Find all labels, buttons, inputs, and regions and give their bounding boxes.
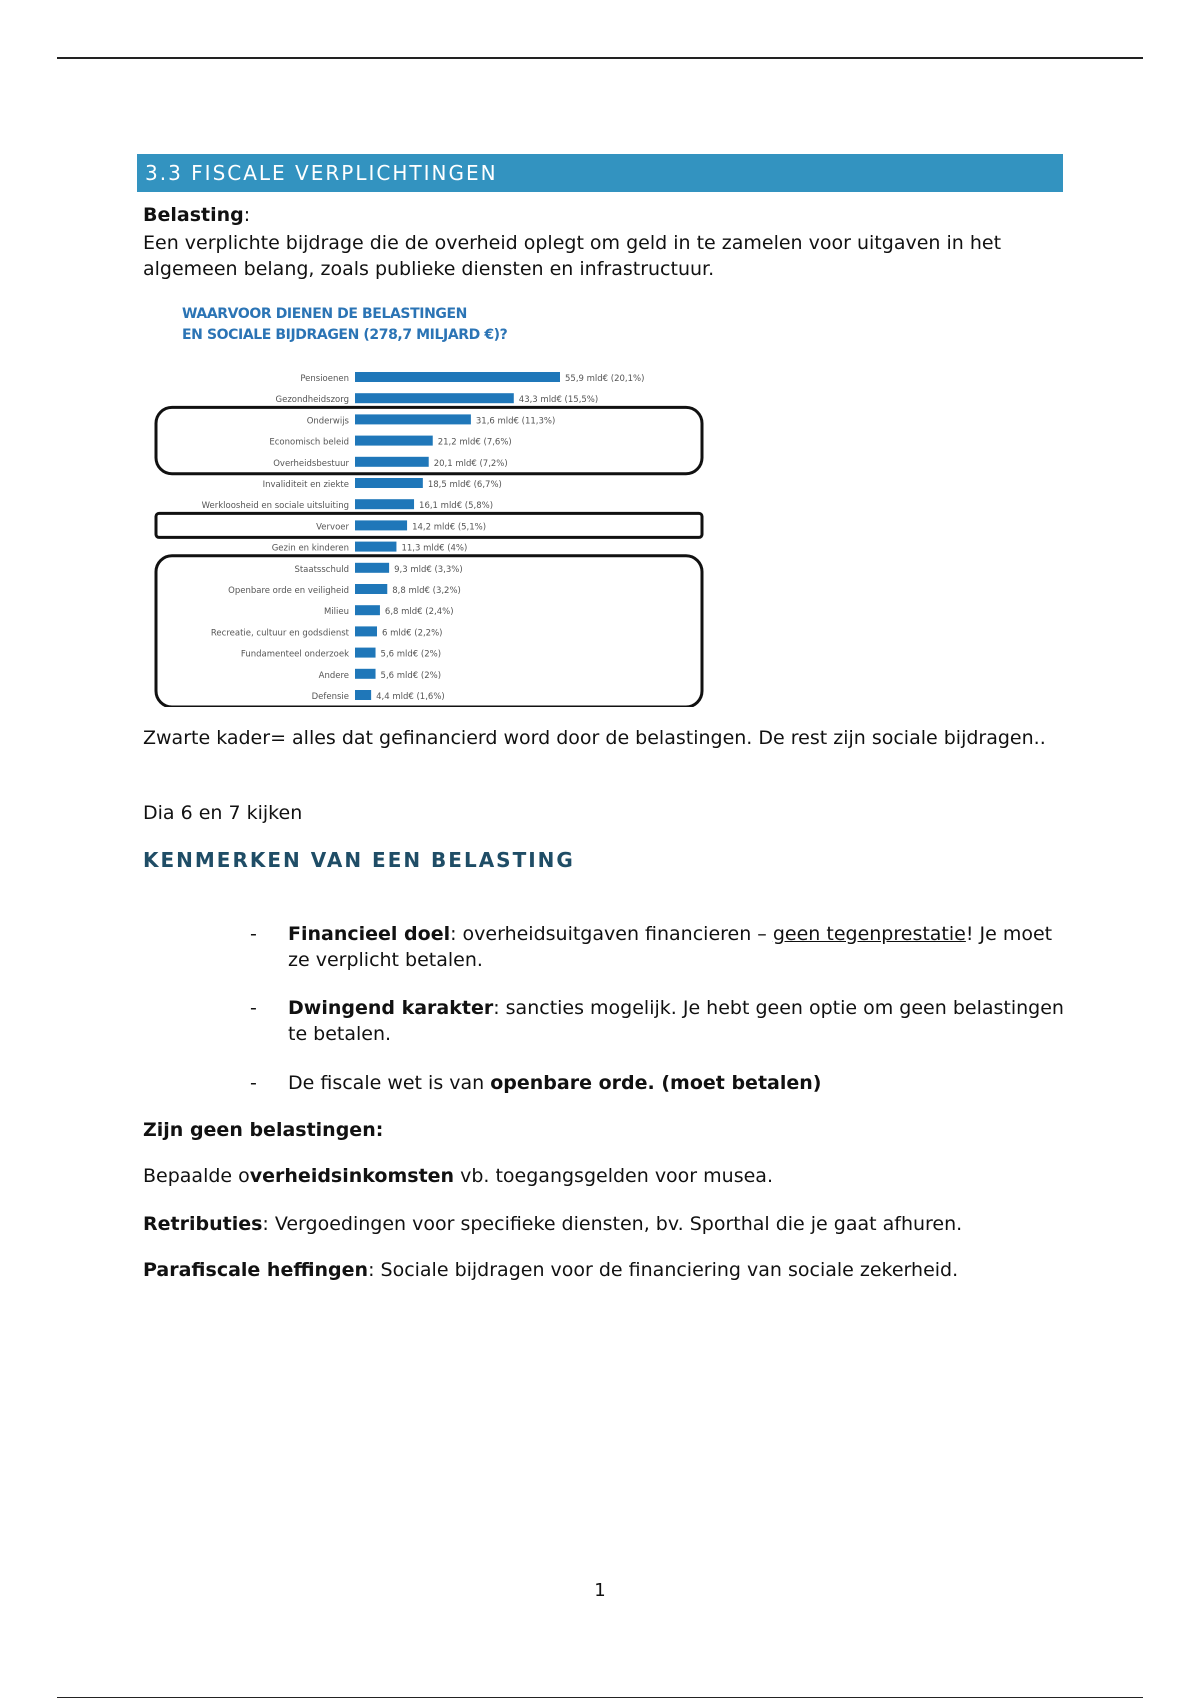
chart-category-label: Werkloosheid en sociale uitsluiting xyxy=(201,501,349,512)
chart-bar xyxy=(355,605,380,615)
chart-category-label: Defensie xyxy=(311,692,349,702)
chart-category-label: Staatsschuld xyxy=(294,564,349,575)
chart-value-label: 16,1 mld€ (5,8%) xyxy=(419,501,494,512)
bullet-dash: - xyxy=(250,997,257,1019)
paragraph-text: : Vergoedingen voor specifieke diensten, bv. Sporthal die je gaat afhuren. xyxy=(262,1213,963,1235)
section-title: 3.3 FISCALE VERPLICHTINGEN xyxy=(137,154,1063,192)
kenmerken-heading: KENMERKEN VAN EEN BELASTING xyxy=(143,848,575,872)
chart-category-label: Overheidsbestuur xyxy=(273,458,349,469)
bullet-term: Financieel doel xyxy=(288,923,451,945)
chart-category-label: Fundamenteel onderzoek xyxy=(240,649,349,660)
chart-value-label: 9,3 mld€ (3,3%) xyxy=(394,564,463,575)
chart-bar xyxy=(355,414,471,424)
chart-category-label: Vervoer xyxy=(316,522,349,533)
chart-bar xyxy=(355,584,387,594)
chart-value-label: 4,4 mld€ (1,6%) xyxy=(376,692,445,702)
chart-value-label: 11,3 mld€ (4%) xyxy=(401,543,468,554)
paragraph-term: Retributies xyxy=(143,1213,263,1235)
chart-category-label: Andere xyxy=(318,670,349,681)
bullet-text: : sancties mogelijk. Je hebt geen optie om geen belastingen te betalen. xyxy=(288,997,1064,1045)
dia-note: Dia 6 en 7 kijken xyxy=(143,802,303,824)
definition-term: Belasting xyxy=(143,204,244,226)
paragraph-text: vb. toegangsgelden voor musea. xyxy=(454,1165,773,1187)
geen-paragraph-overheidsinkomsten xyxy=(143,1163,1063,1189)
definition-text: Een verplichte bijdrage die de overheid oplegt om geld in te zamelen voor uitgaven in het algemeen belang, zoals publieke diensten en infrastructuur. xyxy=(143,232,1002,280)
paragraph-text: Bepaalde o xyxy=(143,1165,250,1187)
chart-bar xyxy=(355,626,377,636)
chart-bar xyxy=(355,563,389,573)
page-number: 1 xyxy=(594,1580,606,1601)
chart-value-label: 20,1 mld€ (7,2%) xyxy=(433,458,508,469)
chart-caption: Zwarte kader= alles dat gefinancierd word door de belastingen. De rest zijn sociale bijdragen.. xyxy=(143,727,1046,749)
geen-paragraph-parafiscaal xyxy=(143,1257,1063,1283)
bullet-body xyxy=(288,921,1068,973)
chart-value-label: 31,6 mld€ (11,3%) xyxy=(475,416,556,427)
bullet-body xyxy=(288,995,1068,1047)
chart-category-label: Gezin en kinderen xyxy=(271,543,349,554)
definition-term-line xyxy=(143,202,1063,228)
chart-highlight-frames xyxy=(156,407,702,707)
chart-bar xyxy=(355,520,407,530)
chart-title-line2: EN SOCIALE BIJDRAGEN (278,7 MILJARD €)? xyxy=(182,327,508,343)
chart-bar xyxy=(355,499,414,509)
chart-value-label: 14,2 mld€ (5,1%) xyxy=(412,522,487,533)
bullet-underlined: geen tegenprestatie xyxy=(772,923,966,945)
chart-bar xyxy=(355,393,514,403)
chart-value-label: 18,5 mld€ (6,7%) xyxy=(427,480,502,490)
chart-value-label: 6,8 mld€ (2,4%) xyxy=(384,607,454,618)
chart-bar xyxy=(355,372,560,382)
footer-rule xyxy=(57,1697,1143,1698)
header-rule xyxy=(57,57,1143,59)
chart-bar xyxy=(355,690,371,700)
tax-spending-chart xyxy=(150,295,710,707)
chart-value-label: 5,6 mld€ (2%) xyxy=(380,670,442,681)
chart-category-label: Recreatie, cultuur en godsdienst xyxy=(210,628,349,639)
chart-title-line1: WAARVOOR DIENEN DE BELASTINGEN xyxy=(182,306,467,322)
chart-category-label: Pensioenen xyxy=(300,374,349,384)
bullet-dash: - xyxy=(250,1072,257,1094)
chart-category-label: Onderwijs xyxy=(306,416,349,427)
geen-heading: Zijn geen belastingen: xyxy=(143,1119,384,1141)
chart-bar xyxy=(355,478,423,488)
bullet-text: : overheidsuitgaven financieren – xyxy=(450,923,773,945)
bullet-bold: openbare orde. (moet betalen) xyxy=(490,1072,822,1094)
geen-paragraph-retributies xyxy=(143,1211,1063,1237)
bullet-text: De fiscale wet is van xyxy=(288,1072,491,1094)
chart-bar xyxy=(355,648,376,658)
bullet-text: ! Je moet ze verplicht betalen. xyxy=(288,923,1053,971)
chart-category-label: Gezondheidszorg xyxy=(275,395,349,406)
chart-bar xyxy=(355,457,429,467)
chart-bar xyxy=(355,669,376,679)
chart-value-label: 6 mld€ (2,2%) xyxy=(382,628,443,639)
chart-bar xyxy=(355,542,396,552)
paragraph-bold: verheidsinkomsten xyxy=(249,1165,455,1187)
chart-value-label: 21,2 mld€ (7,6%) xyxy=(437,437,512,448)
chart-value-label: 8,8 mld€ (3,2%) xyxy=(392,586,461,596)
bullet-term: Dwingend karakter xyxy=(288,997,494,1019)
definition-colon: : xyxy=(243,204,251,226)
paragraph-text: : Sociale bijdragen voor de financiering van sociale zekerheid. xyxy=(368,1259,959,1281)
chart-category-label: Economisch beleid xyxy=(269,437,349,448)
chart-category-label: Openbare orde en veiligheid xyxy=(228,586,349,596)
chart-category-label: Invaliditeit en ziekte xyxy=(262,480,349,490)
chart-category-label: Milieu xyxy=(323,607,349,618)
chart-value-label: 55,9 mld€ (20,1%) xyxy=(565,374,645,384)
chart-value-label: 5,6 mld€ (2%) xyxy=(380,649,442,660)
chart-bar xyxy=(355,436,433,446)
chart-value-label: 43,3 mld€ (15,5%) xyxy=(518,395,599,406)
bullet-body xyxy=(288,1070,1068,1096)
paragraph-term: Parafiscale heffingen xyxy=(143,1259,369,1281)
bullet-dash: - xyxy=(250,923,257,945)
